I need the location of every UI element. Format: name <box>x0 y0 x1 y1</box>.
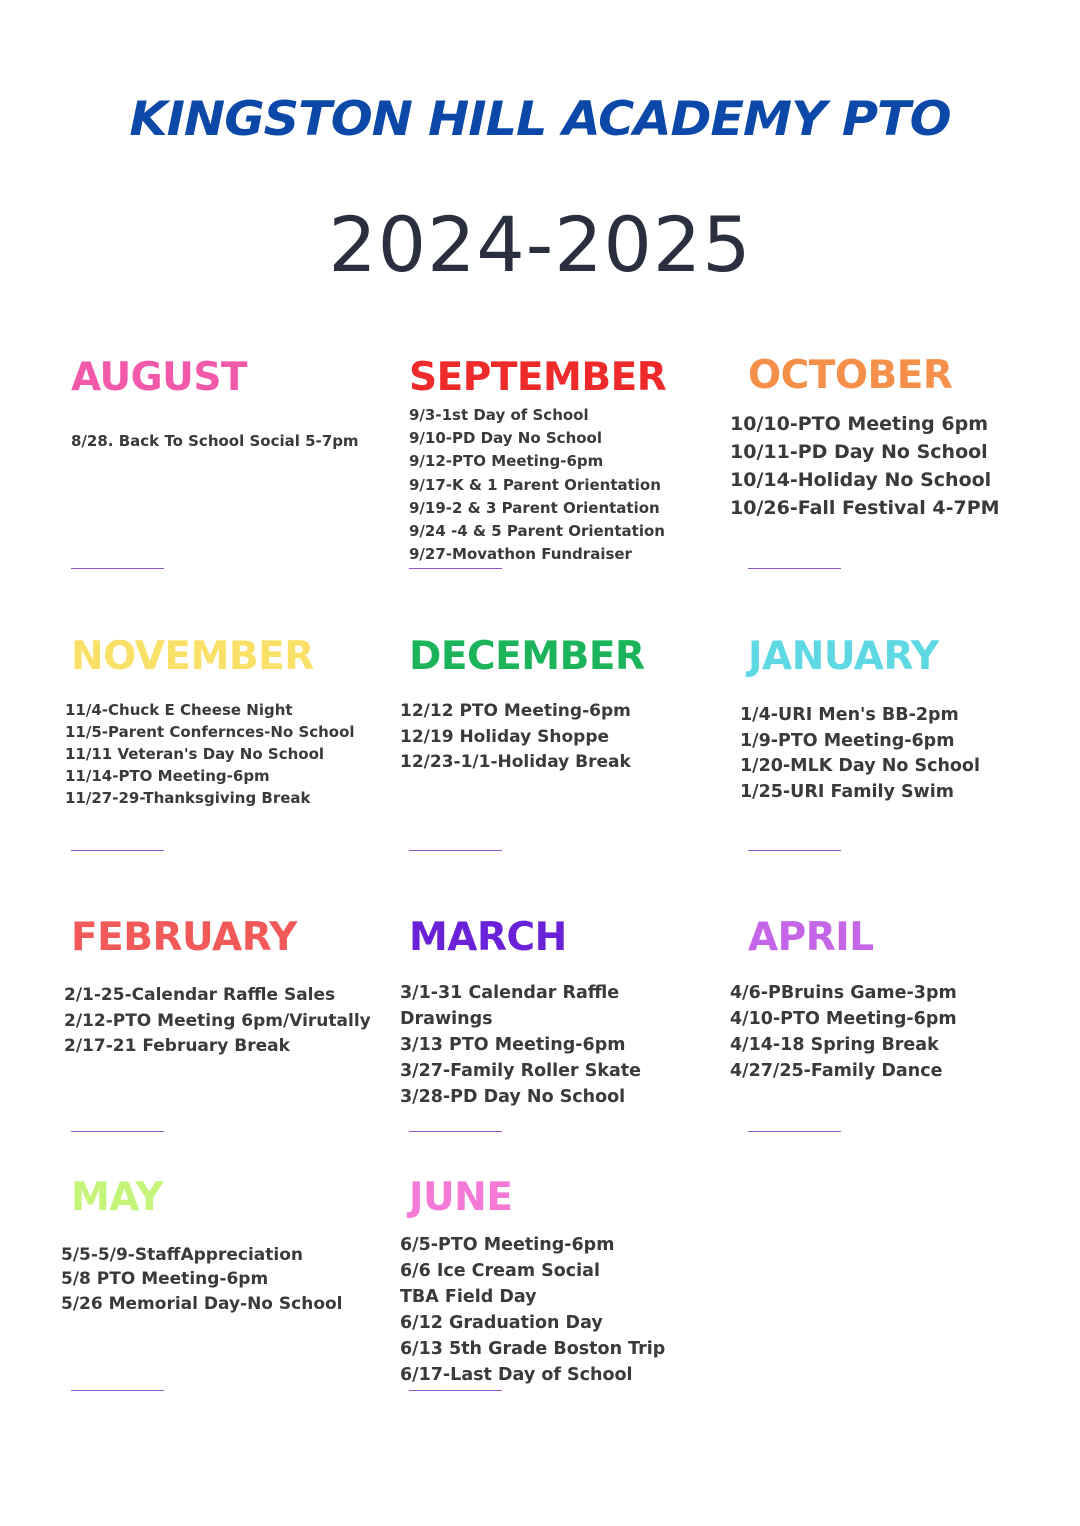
month-title-september: SEPTEMBER <box>409 355 667 400</box>
event-list-december <box>400 699 631 776</box>
event-item: 2/1-25-Calendar Raffle Sales <box>64 985 336 1005</box>
event-item: 9/12-PTO Meeting-6pm <box>409 452 604 471</box>
event-list-september <box>409 404 665 566</box>
event-item: 3/1-31 Calendar Raffle <box>400 983 620 1003</box>
event-item: 3/13 PTO Meeting-6pm <box>400 1035 626 1055</box>
event-item: 9/3-1st Day of School <box>409 406 589 424</box>
event-item: 10/10-PTO Meeting 6pm <box>730 413 988 435</box>
event-item: 6/6 Ice Cream Social <box>400 1261 600 1281</box>
event-item: 12/23-1/1-Holiday Break <box>400 752 631 772</box>
event-list-may <box>61 1243 343 1316</box>
month-title-october: OCTOBER <box>748 353 953 398</box>
event-item: 9/27-Movathon Fundraiser <box>409 545 632 564</box>
month-title-december: DECEMBER <box>409 634 645 679</box>
event-item: 2/12-PTO Meeting 6pm/Virutally <box>64 1010 371 1031</box>
event-item: 10/26-Fall Festival 4-7PM <box>730 497 1000 519</box>
event-list-february <box>64 983 371 1060</box>
divider-february <box>71 1131 164 1132</box>
month-title-june: JUNE <box>409 1175 513 1220</box>
event-item: 12/12 PTO Meeting-6pm <box>400 701 631 721</box>
event-item: 1/20-MLK Day No School <box>740 756 980 777</box>
divider-april <box>748 1131 841 1132</box>
event-item: 1/9-PTO Meeting-6pm <box>740 730 955 751</box>
event-list-january <box>740 703 980 806</box>
divider-march <box>409 1131 502 1132</box>
event-list-april <box>730 980 957 1084</box>
month-title-april: APRIL <box>748 915 874 960</box>
event-item: 5/5-5/9-StaffAppreciation <box>61 1245 303 1265</box>
divider-august <box>71 568 164 569</box>
divider-december <box>409 850 502 851</box>
event-item: 3/28-PD Day No School <box>400 1087 626 1107</box>
month-title-march: MARCH <box>409 915 567 960</box>
divider-september <box>409 568 502 569</box>
event-item: 9/24 -4 & 5 Parent Orientation <box>409 522 665 541</box>
event-item: 4/27/25-Family Dance <box>730 1061 943 1081</box>
event-item: 11/11 Veteran's Day No School <box>65 745 325 763</box>
event-item: 2/17-21 February Break <box>64 1036 290 1056</box>
event-list-march <box>400 980 641 1110</box>
event-list-august <box>71 430 359 452</box>
event-item: 9/10-PD Day No School <box>409 429 603 448</box>
divider-november <box>71 850 164 851</box>
event-item: 1/4-URI Men's BB-2pm <box>740 705 959 725</box>
event-list-june <box>400 1232 665 1388</box>
event-item: 4/10-PTO Meeting-6pm <box>730 1009 957 1029</box>
event-item: Drawings <box>400 1009 493 1029</box>
month-title-may: MAY <box>71 1175 164 1220</box>
event-item: 11/27-29-Thanksgiving Break <box>65 789 311 807</box>
event-item: 10/14-Holiday No School <box>730 469 992 491</box>
event-item: 3/27-Family Roller Skate <box>400 1061 642 1081</box>
event-item: 1/25-URI Family Swim <box>740 782 954 803</box>
event-item: 12/19 Holiday Shoppe <box>400 726 610 747</box>
event-item: 9/17-K & 1 Parent Orientation <box>409 475 661 494</box>
event-item: 10/11-PD Day No School <box>730 441 988 463</box>
page-title: KINGSTON HILL ACADEMY PTO <box>129 92 951 147</box>
month-title-august: AUGUST <box>71 355 248 400</box>
month-title-november: NOVEMBER <box>71 634 314 679</box>
event-item: 11/4-Chuck E Cheese Night <box>65 701 293 719</box>
event-item: 11/5-Parent Confernces-No School <box>65 723 355 741</box>
divider-january <box>748 850 841 851</box>
event-item: 8/28. Back To School Social 5-7pm <box>71 432 359 450</box>
event-item: 4/14-18 Spring Break <box>730 1035 939 1055</box>
event-list-november <box>65 699 355 809</box>
event-item: 6/12 Graduation Day <box>400 1313 603 1333</box>
event-list-october <box>730 410 1000 522</box>
event-item: 5/26 Memorial Day-No School <box>61 1293 343 1314</box>
event-item: 6/5-PTO Meeting-6pm <box>400 1235 615 1255</box>
event-item: 9/19-2 & 3 Parent Orientation <box>409 498 660 517</box>
month-title-january: JANUARY <box>748 634 939 679</box>
divider-may <box>71 1390 164 1391</box>
event-item: 11/14-PTO Meeting-6pm <box>65 767 270 785</box>
event-item: 6/13 5th Grade Boston Trip <box>400 1339 666 1359</box>
event-item: 4/6-PBruins Game-3pm <box>730 983 957 1003</box>
month-title-february: FEBRUARY <box>71 915 297 960</box>
event-item: TBA Field Day <box>400 1287 537 1307</box>
school-year: 2024-2025 <box>328 200 752 289</box>
event-item: 5/8 PTO Meeting-6pm <box>61 1269 269 1290</box>
divider-october <box>748 568 841 569</box>
event-item: 6/17-Last Day of School <box>400 1365 633 1385</box>
divider-june <box>409 1390 502 1391</box>
